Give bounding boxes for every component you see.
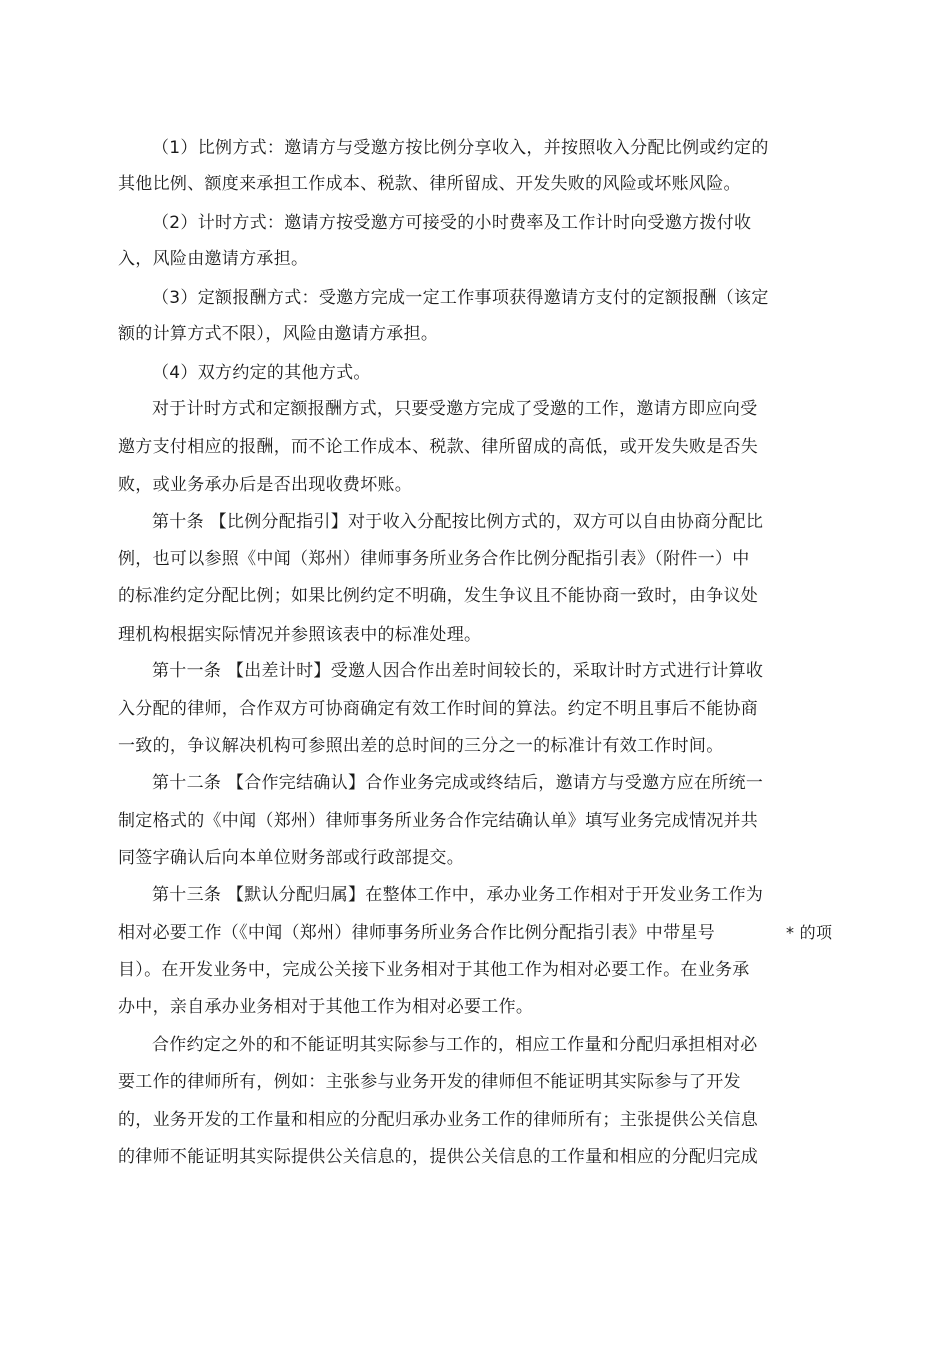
text-line: （2）计时方式：邀请方按受邀方可接受的小时费率及工作计时向受邀方拨付收 xyxy=(152,213,752,233)
text-line: 额的计算方式不限），风险由邀请方承担。 xyxy=(118,324,439,344)
text-line: 的标准约定分配比例；如果比例约定不明确，发生争议且不能协商一致时，由争议处 xyxy=(118,586,759,606)
text-line: 合作约定之外的和不能证明其实际参与工作的，相应工作量和分配归承担相对必 xyxy=(152,1035,758,1055)
text-line: 入分配的律师，合作双方可协商确定有效工作时间的算法。约定不明且事后不能协商 xyxy=(118,699,759,719)
text-line: 制定格式的《中闻（郑州）律师事务所业务合作完结确认单》填写业务完成情况并共 xyxy=(118,811,759,831)
text-line: 第十一条 【出差计时】受邀人因合作出差时间较长的，采取计时方式进行计算收 xyxy=(152,661,764,681)
text-line: 败，或业务承办后是否出现收费坏账。 xyxy=(118,475,413,495)
text-line: 相对必要工作（《中闻（郑州）律师事务所业务合作比例分配指引表》中带星号 xyxy=(118,923,715,943)
text-line: 办中，亲自承办业务相对于其他工作为相对必要工作。 xyxy=(118,997,534,1017)
text-line: 对于计时方式和定额报酬方式，只要受邀方完成了受邀的工作，邀请方即应向受 xyxy=(152,399,758,419)
text-line: 的，业务开发的工作量和相应的分配归承办业务工作的律师所有；主张提供公关信息 xyxy=(118,1110,759,1130)
text-line: 第十二条 【合作完结确认】合作业务完成或终结后，邀请方与受邀方应在所统一 xyxy=(152,773,764,793)
text-line: 理机构根据实际情况并参照该表中的标准处理。 xyxy=(118,625,482,645)
text-line: 邀方支付相应的报酬，而不论工作成本、税款、律所留成的高低，或开发失败是否失 xyxy=(118,437,759,457)
text-line: （4）双方约定的其他方式。 xyxy=(152,363,371,383)
text-line: 第十条 【比例分配指引】对于收入分配按比例方式的，双方可以自由协商分配比 xyxy=(152,512,764,532)
text-line: 一致的，争议解决机构可参照出差的总时间的三分之一的标准计有效工作时间。 xyxy=(118,736,724,756)
text-line: 例，也可以参照《中闻（郑州）律师事务所业务合作比例分配指引表》（附件一）中 xyxy=(118,549,750,569)
text-line: 第十三条 【默认分配归属】在整体工作中，承办业务工作相对于开发业务工作为 xyxy=(152,885,764,905)
text-line: 的律师不能证明其实际提供公关信息的，提供公关信息的工作量和相应的分配归完成 xyxy=(118,1147,759,1167)
text-line: 其他比例、额度来承担工作成本、税款、律所留成、开发失败的风险或坏账风险。 xyxy=(118,174,741,194)
text-line: 目）。在开发业务中，完成公关接下业务相对于其他工作为相对必要工作。在业务承 xyxy=(118,960,750,980)
text-line: （1）比例方式：邀请方与受邀方按比例分享收入，并按照收入分配比例或约定的 xyxy=(152,138,769,158)
text-line: （3）定额报酬方式：受邀方完成一定工作事项获得邀请方支付的定额报酬（该定 xyxy=(152,288,769,308)
star-note: * 的项 xyxy=(786,923,833,942)
text-line: 要工作的律师所有，例如：主张参与业务开发的律师但不能证明其实际参与了开发 xyxy=(118,1072,741,1092)
text-line: 同签字确认后向本单位财务部或行政部提交。 xyxy=(118,848,464,868)
text-line: 入，风险由邀请方承担。 xyxy=(118,249,309,269)
